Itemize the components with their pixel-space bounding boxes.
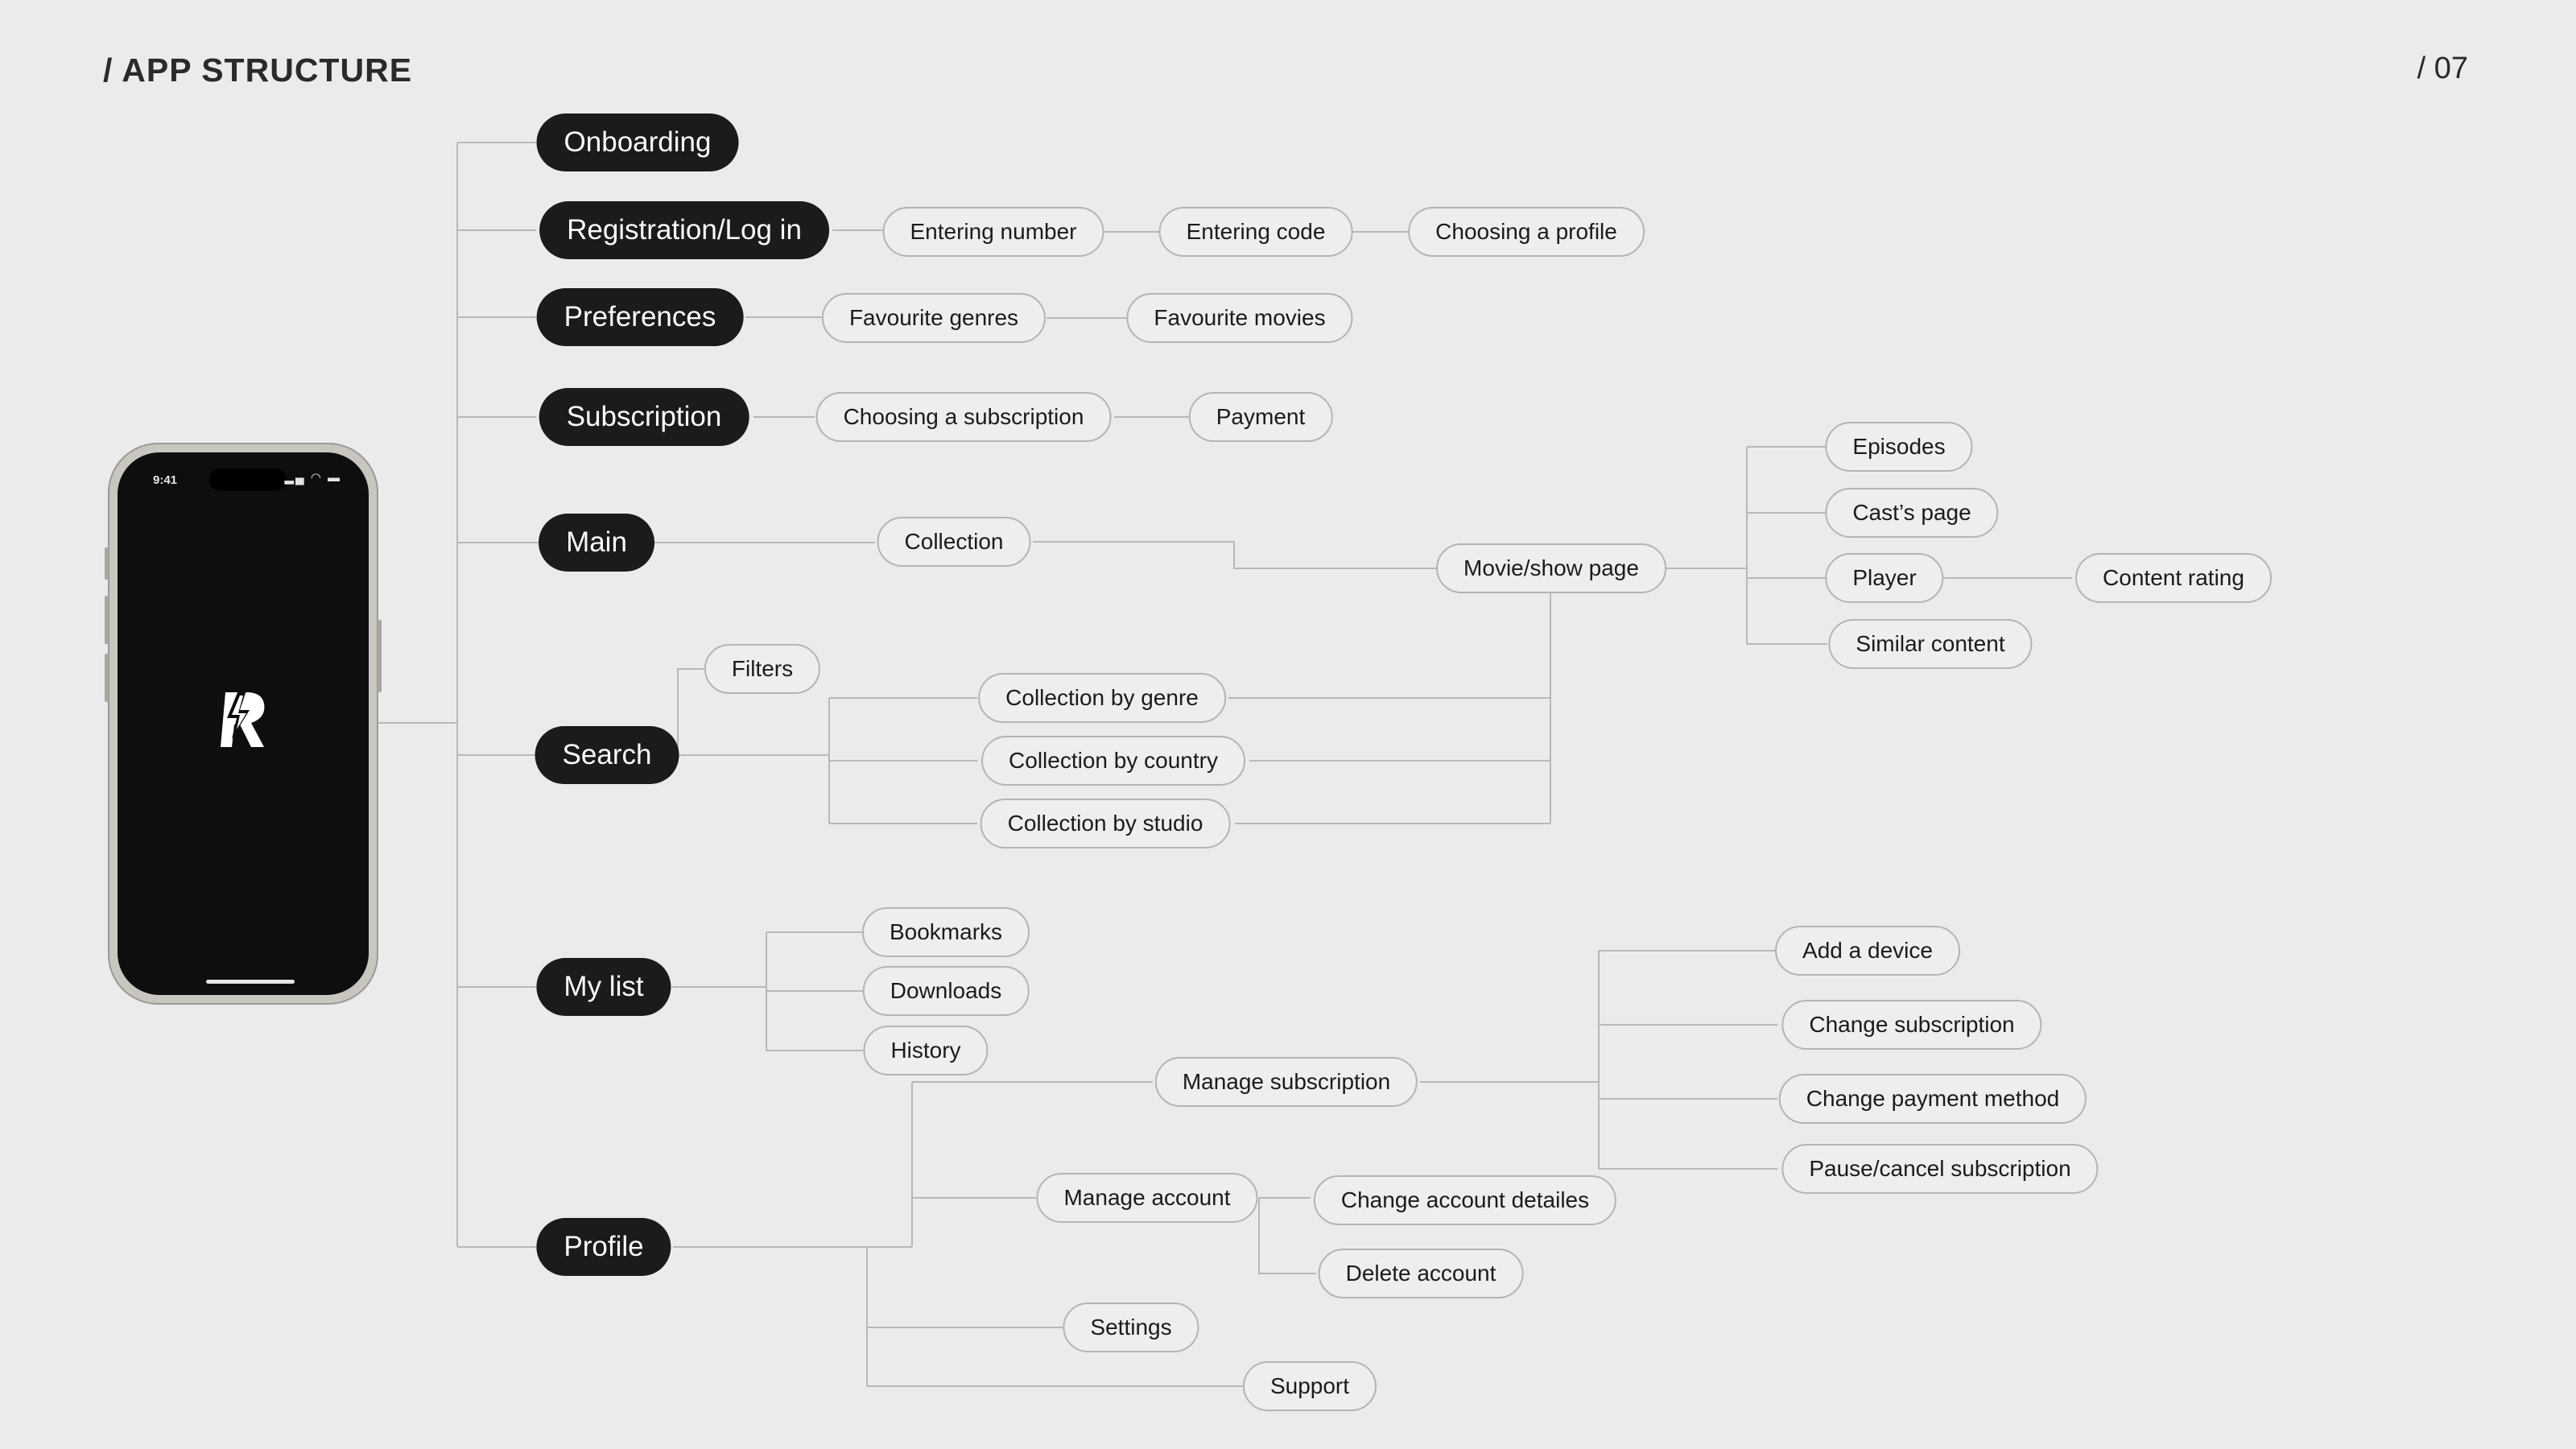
node-profile[interactable]: Profile	[536, 1218, 671, 1276]
node-delete-account[interactable]: Delete account	[1319, 1249, 1524, 1298]
connector-line	[1259, 1198, 1316, 1274]
dynamic-island	[209, 469, 287, 491]
node-support[interactable]: Support	[1243, 1361, 1377, 1411]
node-registration[interactable]: Registration/Log in	[539, 201, 829, 259]
node-filters[interactable]: Filters	[704, 644, 820, 694]
node-search[interactable]: Search	[535, 726, 679, 784]
node-entering-number[interactable]: Entering number	[882, 207, 1104, 257]
node-subscription[interactable]: Subscription	[539, 388, 749, 446]
status-icons: ▂▄ ◠ ▬	[284, 471, 341, 485]
node-pause-cancel-subscription[interactable]: Pause/cancel subscription	[1781, 1144, 2098, 1194]
phone-side-button	[105, 547, 109, 580]
connector-line	[1033, 542, 1438, 568]
node-similar-content[interactable]: Similar content	[1828, 619, 2032, 669]
node-preferences[interactable]: Preferences	[537, 288, 744, 346]
phone-screen	[118, 452, 369, 995]
node-favourite-genres[interactable]: Favourite genres	[822, 293, 1046, 343]
home-indicator	[206, 980, 295, 984]
phone-side-button	[378, 620, 382, 692]
node-favourite-movies[interactable]: Favourite movies	[1126, 293, 1352, 343]
phone-side-button	[105, 654, 109, 702]
node-collection[interactable]: Collection	[877, 517, 1031, 567]
node-change-subscription[interactable]: Change subscription	[1781, 1000, 2041, 1050]
node-collection-by-studio[interactable]: Collection by studio	[980, 799, 1231, 848]
node-casts-page[interactable]: Cast’s page	[1825, 488, 1998, 538]
node-movie-show-page[interactable]: Movie/show page	[1436, 543, 1666, 593]
connector-line	[678, 669, 706, 755]
phone-mockup	[108, 443, 378, 1005]
node-bookmarks[interactable]: Bookmarks	[862, 907, 1030, 957]
phone-time: 9:41	[153, 473, 178, 487]
page-number: / 07	[2417, 52, 2468, 85]
node-choosing-profile[interactable]: Choosing a profile	[1408, 207, 1645, 257]
node-episodes[interactable]: Episodes	[1825, 422, 1972, 472]
node-content-rating[interactable]: Content rating	[2075, 553, 2272, 603]
page-title: / APP STRUCTURE	[103, 52, 413, 89]
node-settings[interactable]: Settings	[1063, 1302, 1199, 1352]
node-history[interactable]: History	[863, 1026, 988, 1075]
node-onboarding[interactable]: Onboarding	[537, 114, 739, 171]
node-main[interactable]: Main	[539, 514, 654, 572]
node-add-device[interactable]: Add a device	[1775, 926, 1960, 976]
node-collection-by-country[interactable]: Collection by country	[981, 736, 1245, 786]
lightning-r-logo-icon	[209, 686, 277, 753]
node-change-payment-method[interactable]: Change payment method	[1779, 1074, 2087, 1124]
node-manage-subscription[interactable]: Manage subscription	[1155, 1057, 1418, 1107]
node-change-account-details[interactable]: Change account detailes	[1314, 1175, 1616, 1225]
node-downloads[interactable]: Downloads	[863, 966, 1030, 1016]
node-manage-account[interactable]: Manage account	[1036, 1173, 1257, 1223]
node-player[interactable]: Player	[1825, 553, 1943, 603]
node-my-list[interactable]: My list	[536, 958, 671, 1016]
node-entering-code[interactable]: Entering code	[1159, 207, 1353, 257]
node-payment[interactable]: Payment	[1189, 392, 1333, 442]
node-choosing-subscription[interactable]: Choosing a subscription	[816, 392, 1112, 442]
node-collection-by-genre[interactable]: Collection by genre	[978, 673, 1226, 723]
phone-side-button	[105, 596, 109, 644]
